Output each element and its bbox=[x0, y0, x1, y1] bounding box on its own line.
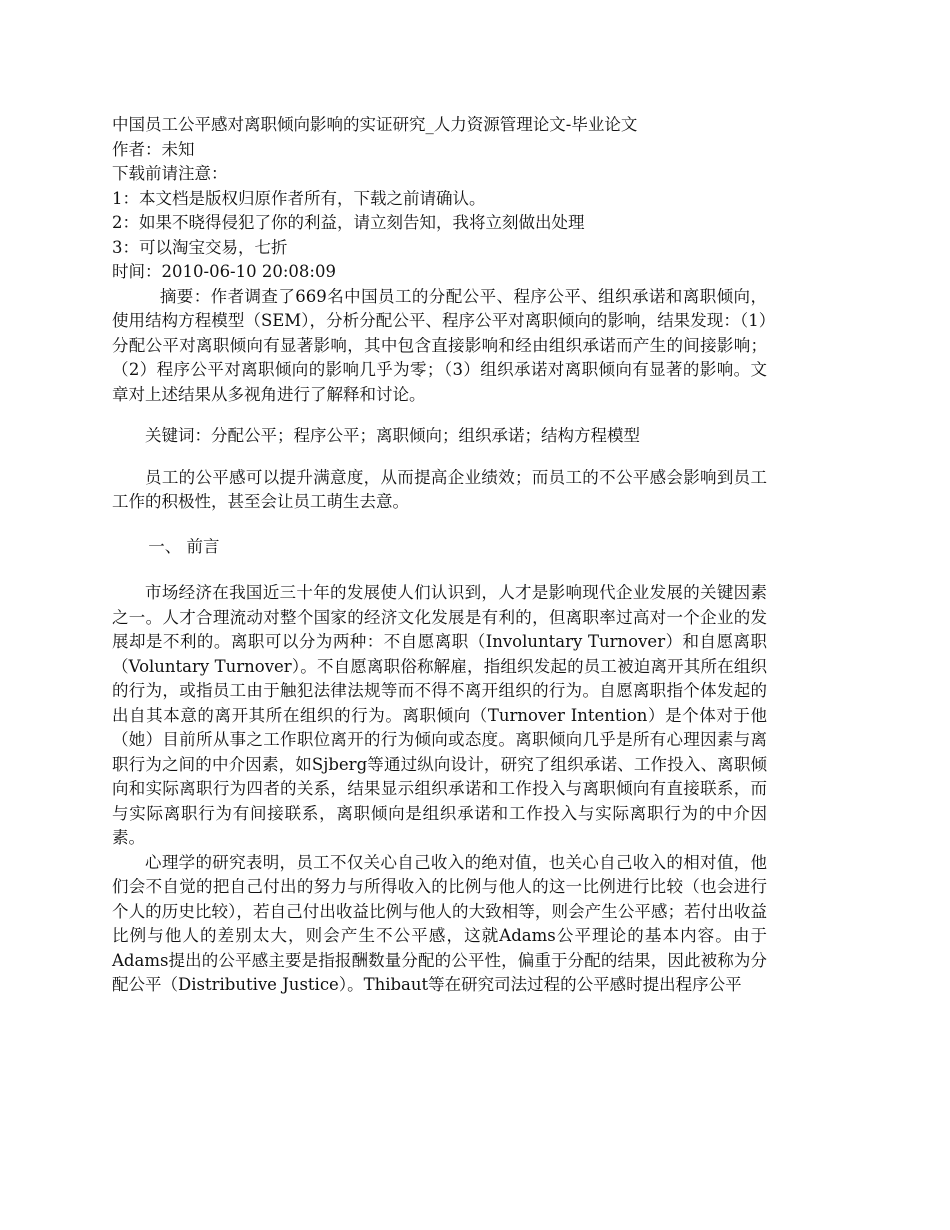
abstract-paragraph: 摘要：作者调查了669名中国员工的分配公平、程序公平、组织承诺和离职倾向，使用结构方程模型（SEM），分析分配公平、程序公平对离职倾向的影响，结果发现：（1）分配公平对离职倾向有显著影响，其中包含直接影响和经由组织承诺而产生的间接影响；（2）程序公平对离职倾向的影响几乎为零；（3）组织承诺对离职倾向有显著的影响。文章对上述结果从多视角进行了解释和讨论。 bbox=[112, 286, 767, 404]
notice-item: 2：如果不晓得侵犯了你的利益，请立刻告知，我将立刻做出处理 bbox=[112, 213, 585, 232]
notice-item: 1：本文档是版权归原作者所有，下载之前请确认。 bbox=[112, 188, 486, 208]
keywords-line: 关键词：分配公平；程序公平；离职倾向；组织承诺；结构方程模型 bbox=[145, 426, 640, 445]
intro-paragraph: 员工的公平感可以提升满意度，从而提高企业绩效；而员工的不公平感会影响到员工工作的积极性，甚至会让员工萌生去意。 bbox=[112, 467, 767, 511]
body-paragraph: 心理学的研究表明，员工不仅关心自己收入的绝对值，也关心自己收入的相对值，他们会不自觉的把自己付出的努力与所得收入的比例与他人的这一比例进行比较（也会进行个人的历史比较），若自己付出收益比例与他人的大致相等，则会产生公平感；若付出收益比例与他人的差别太大，则会产生不公平感，这就Adams公平理论的基本内容。由于Adams提出的公平感主要是指报酬数量分配的公平性，偏重于分配的结果，因此被称为分配公平（Distributive Justice）。Thibaut等在研究司法过程的公平感时提出程序公平 bbox=[112, 852, 767, 994]
document-page bbox=[112, 113, 767, 998]
section-heading: 一、 前言 bbox=[148, 536, 220, 556]
author-line: 作者：未知 bbox=[112, 139, 195, 159]
notice-heading: 下载前请注意： bbox=[112, 164, 228, 183]
notice-item: 3：可以淘宝交易，七折 bbox=[112, 237, 288, 257]
timestamp-line: 时间：2010-06-10 20:08:09 bbox=[112, 262, 336, 281]
body-paragraph: 市场经济在我国近三十年的发展使人们认识到，人才是影响现代企业发展的关键因素之一。人才合理流动对整个国家的经济文化发展是有利的，但离职率过高对一个企业的发展却是不利的。离职可以分为两种：不自愿离职（Involuntary Turnover）和自愿离职（Voluntary Turnover）。不自愿离职俗称解雇，指组织发起的员工被迫离开其所在组织的行为，或指员工由于触犯法律法规等而不得不离开组织的行为。自愿离职指个体发起的出自其本意的离开其所在组织的行为。离职倾向（Turnover Intention）是个体对于他（她）目前所从事之工作职位离开的行为倾向或态度。离职倾向几乎是所有心理因素与离职行为之间的中介因素，如Sjberg等通过纵向设计，研究了组织承诺、工作投入、离职倾向和实际离职行为四者的关系，结果显示组织承诺和工作投入与离职倾向有直接联系，而与实际离职行为有间接联系，离职倾向是组织承诺和工作投入与实际离职行为的中介因素。 bbox=[112, 583, 767, 847]
document-title: 中国员工公平感对离职倾向影响的实证研究_人力资源管理论文-毕业论文 bbox=[112, 115, 638, 134]
